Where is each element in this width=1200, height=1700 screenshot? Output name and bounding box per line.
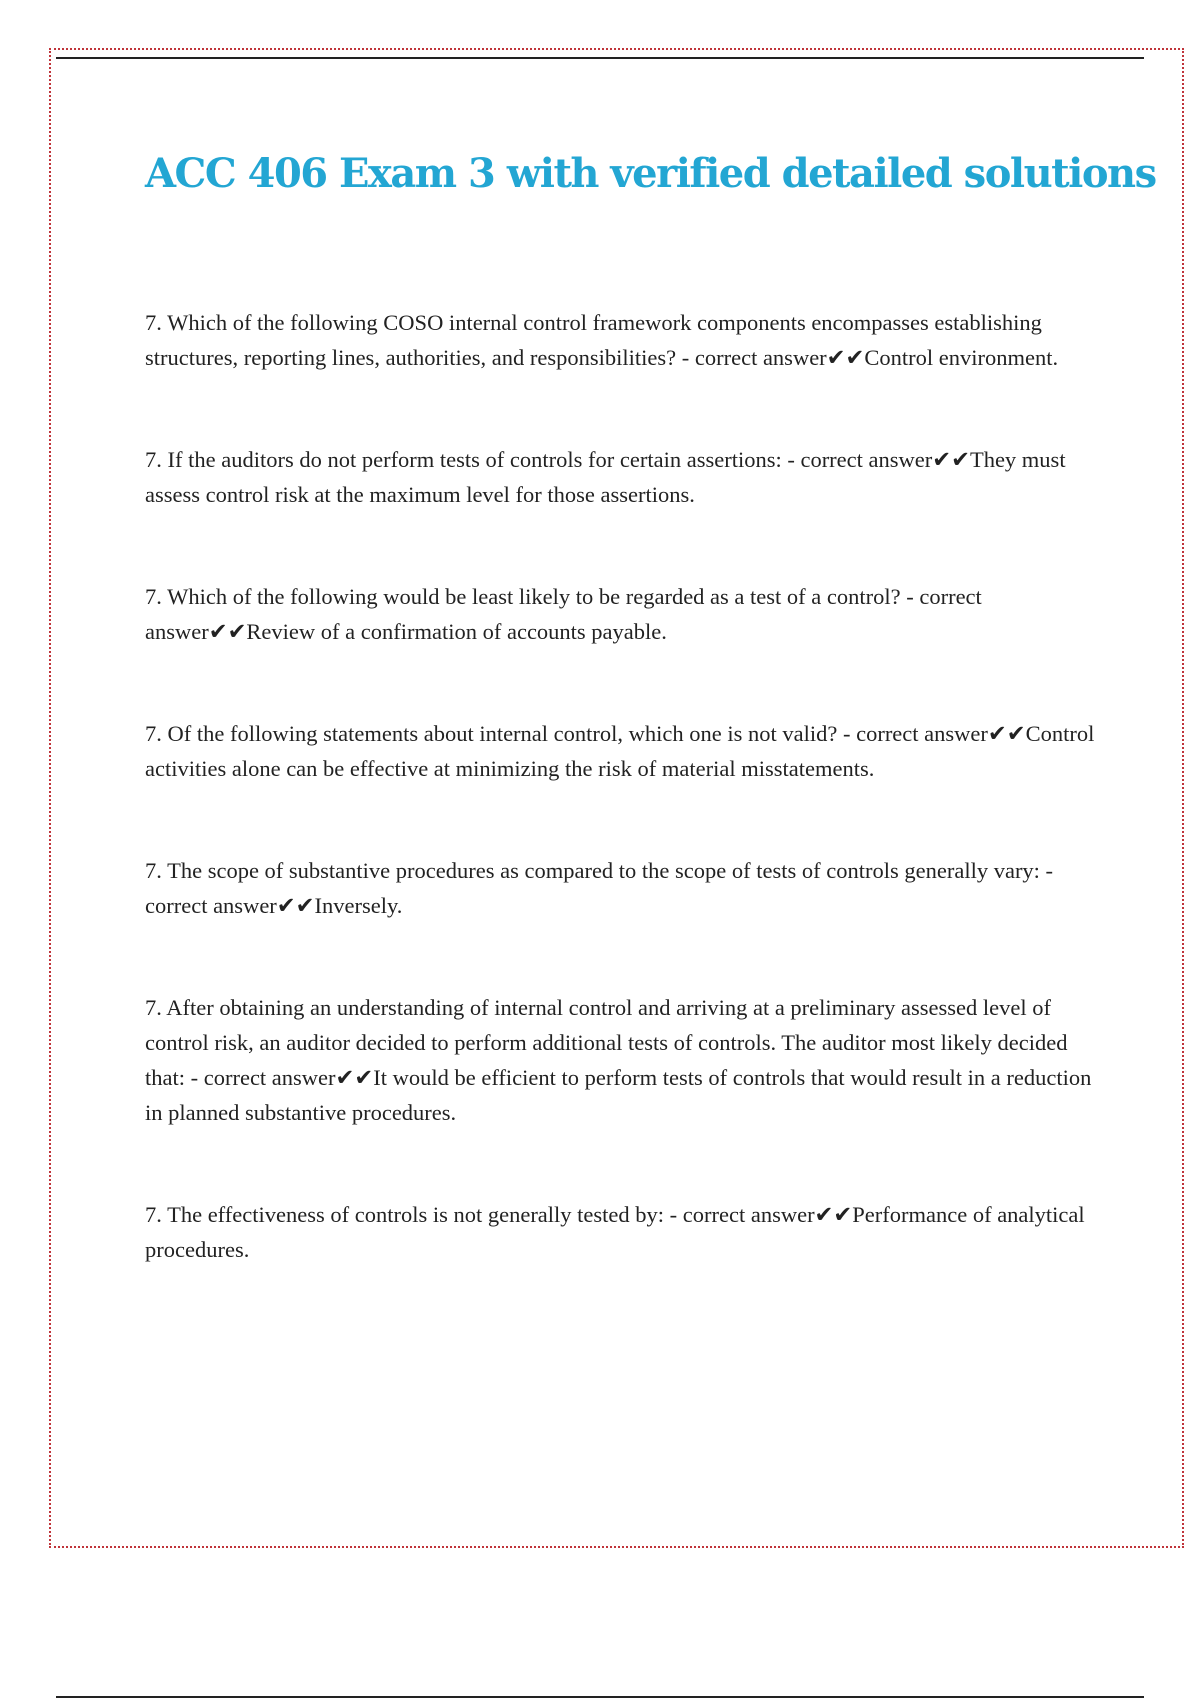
qa-item-1: 7. Which of the following COSO internal control framework components encompasses establishing structures, reporting lines, authorities, and responsibilities? - correct answer✔✔Control environment. [145, 310, 1059, 370]
qa-item-5: 7. The scope of substantive procedures as compared to the scope of tests of controls generally vary: - correct answer✔✔Inversely. [145, 858, 1054, 918]
qa-item-6: 7. After obtaining an understanding of internal control and arriving at a preliminary assessed level of control risk, an auditor decided to perform additional tests of controls. The auditor most likely decided that: - correct answer✔✔It would be efficient to perform tests of controls that would result in a reduction in planned substantive procedures. [145, 995, 1092, 1125]
qa-list [145, 305, 1095, 1267]
bottom-rule [56, 1696, 1144, 1698]
document-title: ACC 406 Exam 3 with verified detailed solutions [145, 150, 1156, 197]
qa-item-7: 7. The effectiveness of controls is not generally tested by: - correct answer✔✔Performance of analytical procedures. [145, 1202, 1085, 1262]
top-rule [56, 57, 1144, 59]
qa-item-2: 7. If the auditors do not perform tests of controls for certain assertions: - correct answer✔✔They must assess control risk at the maximum level for those assertions. [145, 447, 1066, 507]
qa-item-3: 7. Which of the following would be least likely to be regarded as a test of a control? - correct answer✔✔Review of a confirmation of accounts payable. [145, 584, 982, 644]
qa-item-4: 7. Of the following statements about internal control, which one is not valid? - correct answer✔✔Control activities alone can be effective at minimizing the risk of material misstatements. [145, 721, 1095, 781]
